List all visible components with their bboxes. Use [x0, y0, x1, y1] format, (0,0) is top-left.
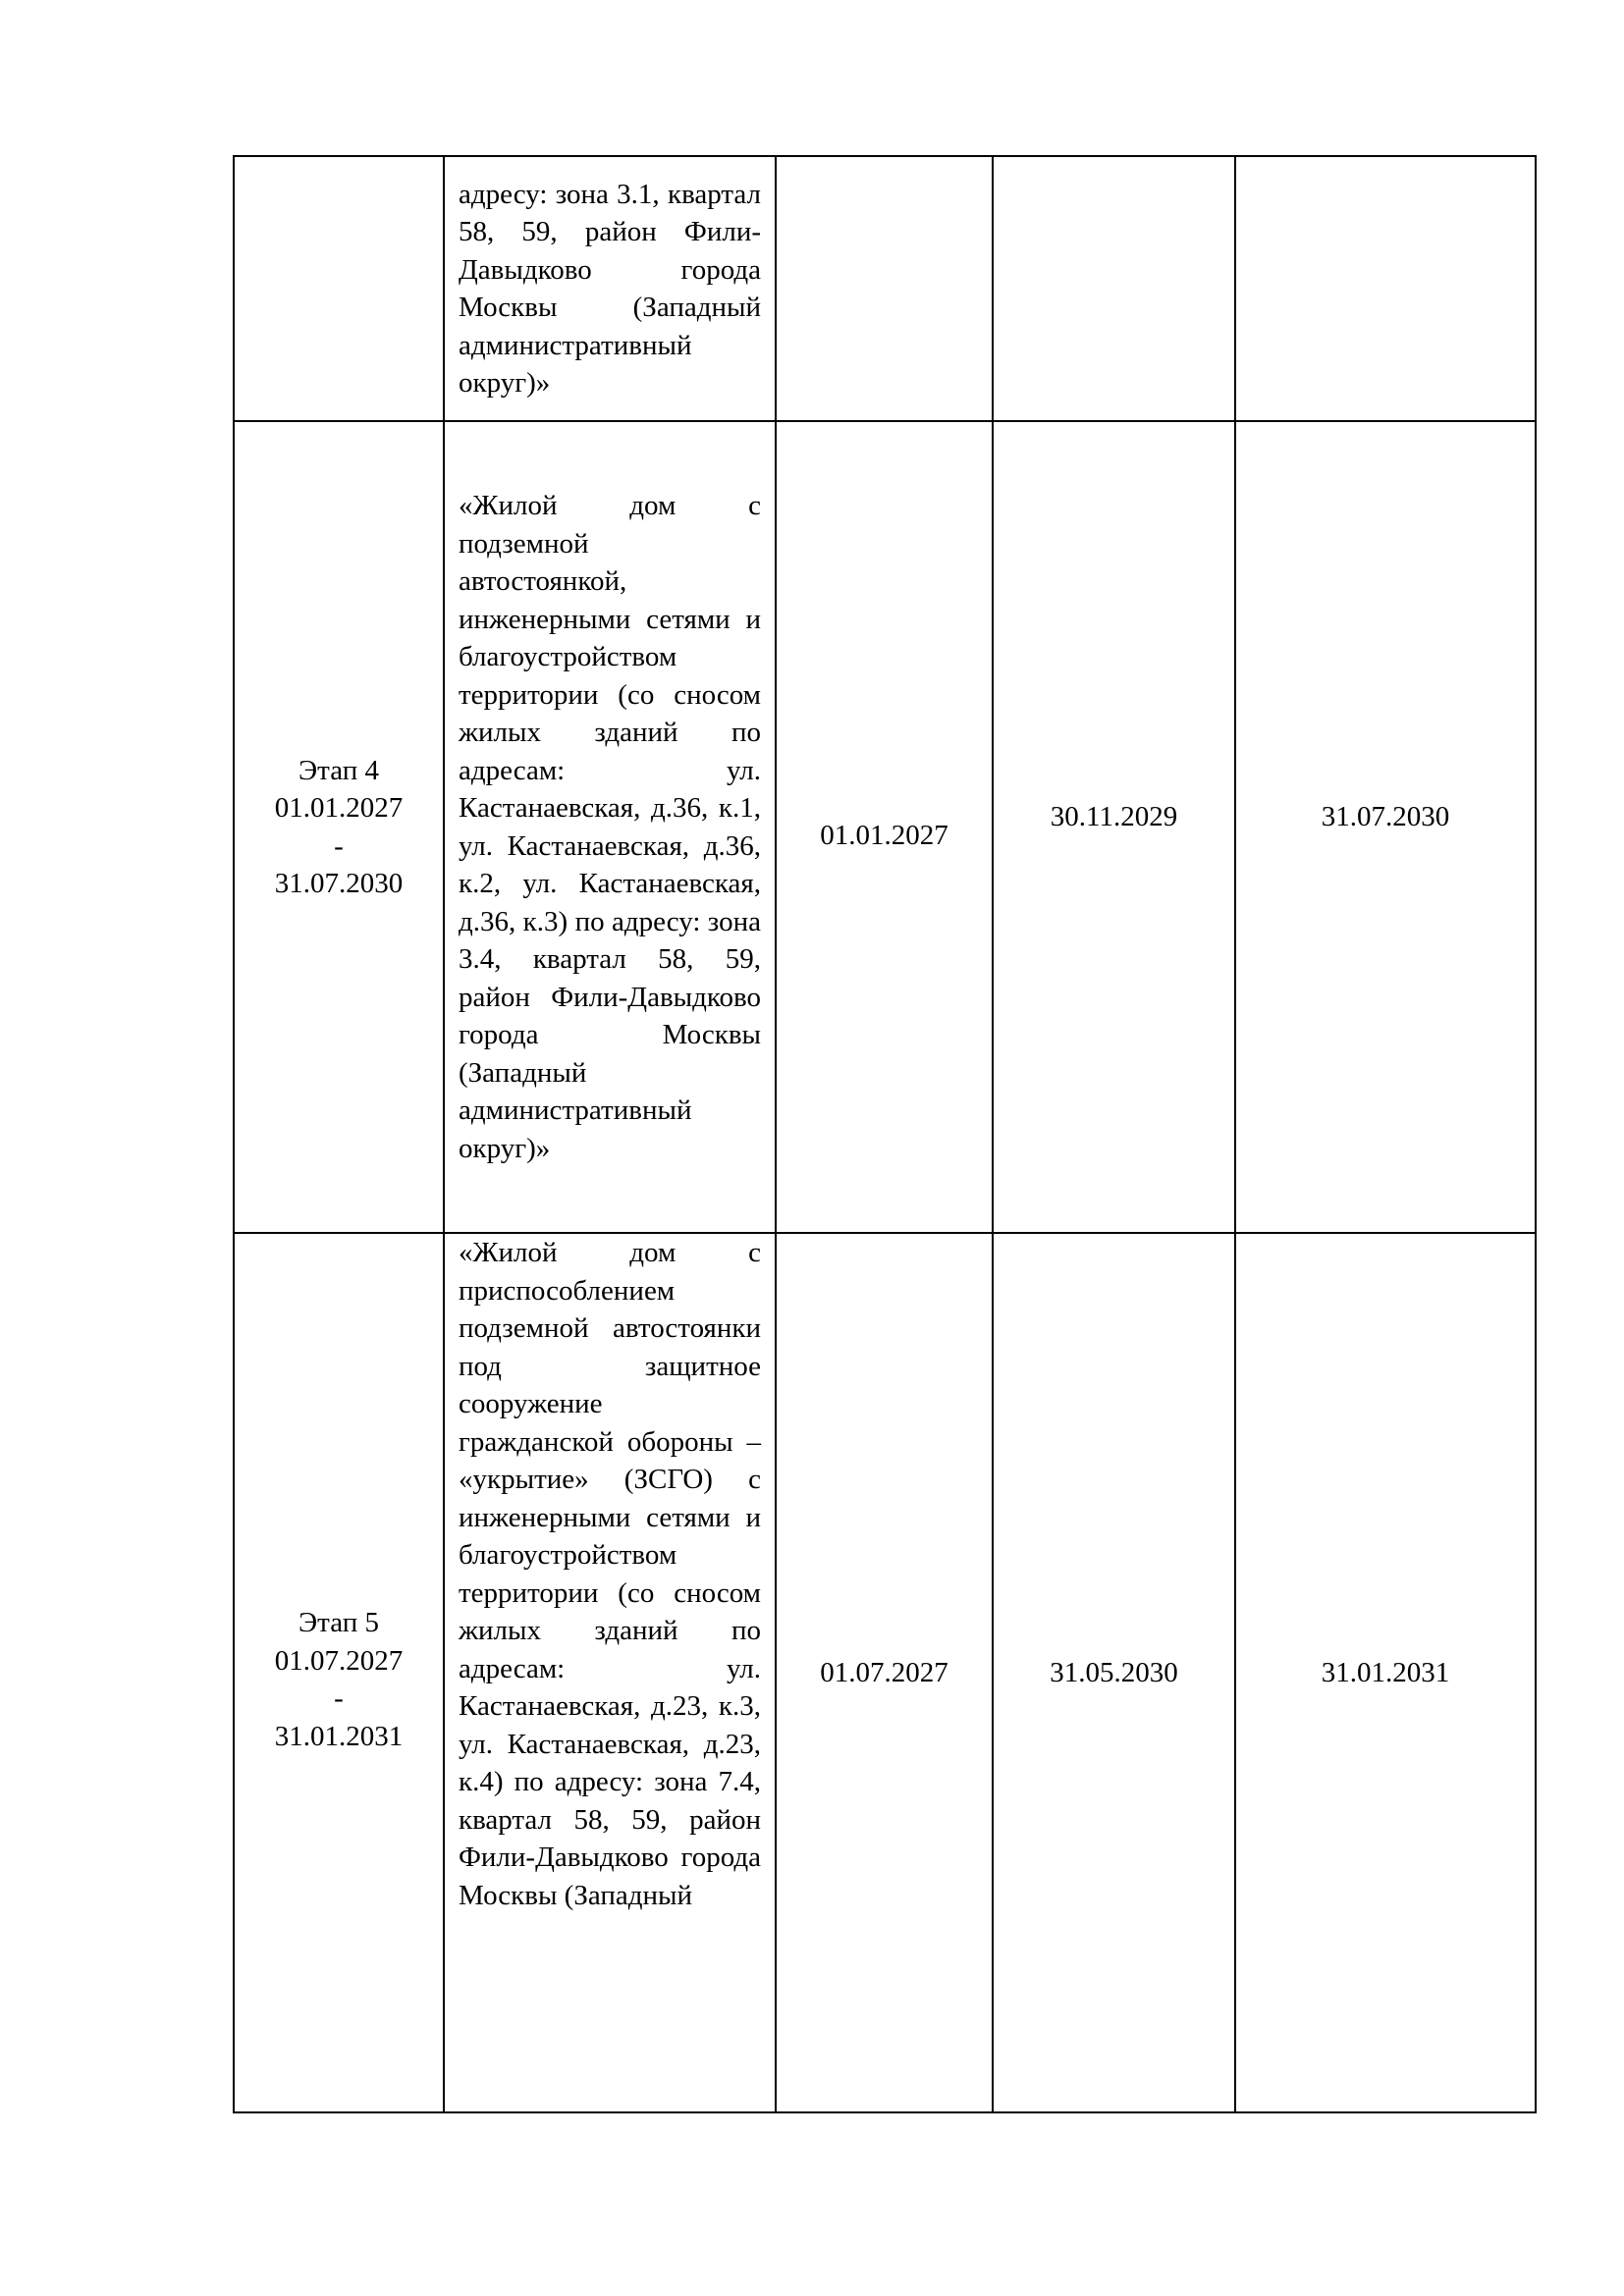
start-date-cell: 01.07.2027	[776, 1233, 993, 2112]
description-cell	[444, 421, 776, 1233]
end-date-1-cell: 31.05.2030	[993, 1233, 1235, 2112]
end-date-2-cell	[1235, 156, 1536, 421]
stage-title: Этап 4	[298, 754, 379, 786]
end-date-1-cell: 30.11.2029	[993, 421, 1235, 1233]
end-date-2-cell: 31.07.2030	[1235, 421, 1536, 1233]
stage-dash: -	[334, 1682, 344, 1714]
end-date-1-cell	[993, 156, 1235, 421]
stage-to: 31.07.2030	[274, 868, 404, 899]
start-date-cell	[776, 156, 993, 421]
description-text: адресу: зона 3.1, квартал 58, 59, район Фили-Давыдково города Москвы (Западный административный округ)»	[459, 178, 761, 399]
stage-to: 31.01.2031	[274, 1720, 404, 1752]
start-date-cell: 01.01.2027	[776, 421, 993, 1233]
stage-cell	[234, 156, 444, 421]
description-cell	[444, 156, 776, 421]
stage-from: 01.01.2027	[274, 792, 404, 824]
end-date-2-cell: 31.01.2031	[1235, 1233, 1536, 2112]
description-text: «Жилой дом с приспособлением подземной автостоянки под защитное сооружение гражданской обороны – «укрытие» (ЗСГО) с инженерными сетями и благоустройством территории (со сносом жилых зданий по адресам: ул. Кастанаевская, д.23, к.3, ул. Кастанаевская, д.23, к.4) по адресу: зона 7.4, квартал 58, 59, район Фили-Давыдково города Москвы (Западный	[459, 1237, 761, 1911]
stage-cell	[234, 1233, 444, 2112]
stage-title: Этап 5	[298, 1607, 379, 1638]
description-cell	[444, 1233, 776, 2112]
stage-from: 01.07.2027	[274, 1644, 404, 1677]
table-row	[234, 421, 1536, 1233]
description-text: «Жилой дом с подземной автостоянкой, инженерными сетями и благоустройством территории (со сносом жилых зданий по адресам: ул. Кастанаевская, д.36, к.1, ул. Кастанаевская, д.36, к.2, ул. Кастанаевская, д.36, к.3) по адресу: зона 3.4, квартал 58, 59, район Фили-Давыдково города Москвы (Западный административный округ)»	[459, 490, 761, 1164]
table-row	[234, 1233, 1536, 2112]
schedule-table	[233, 155, 1537, 2113]
table-row	[234, 156, 1536, 421]
stage-dash: -	[334, 829, 344, 862]
stage-cell	[234, 421, 444, 1233]
